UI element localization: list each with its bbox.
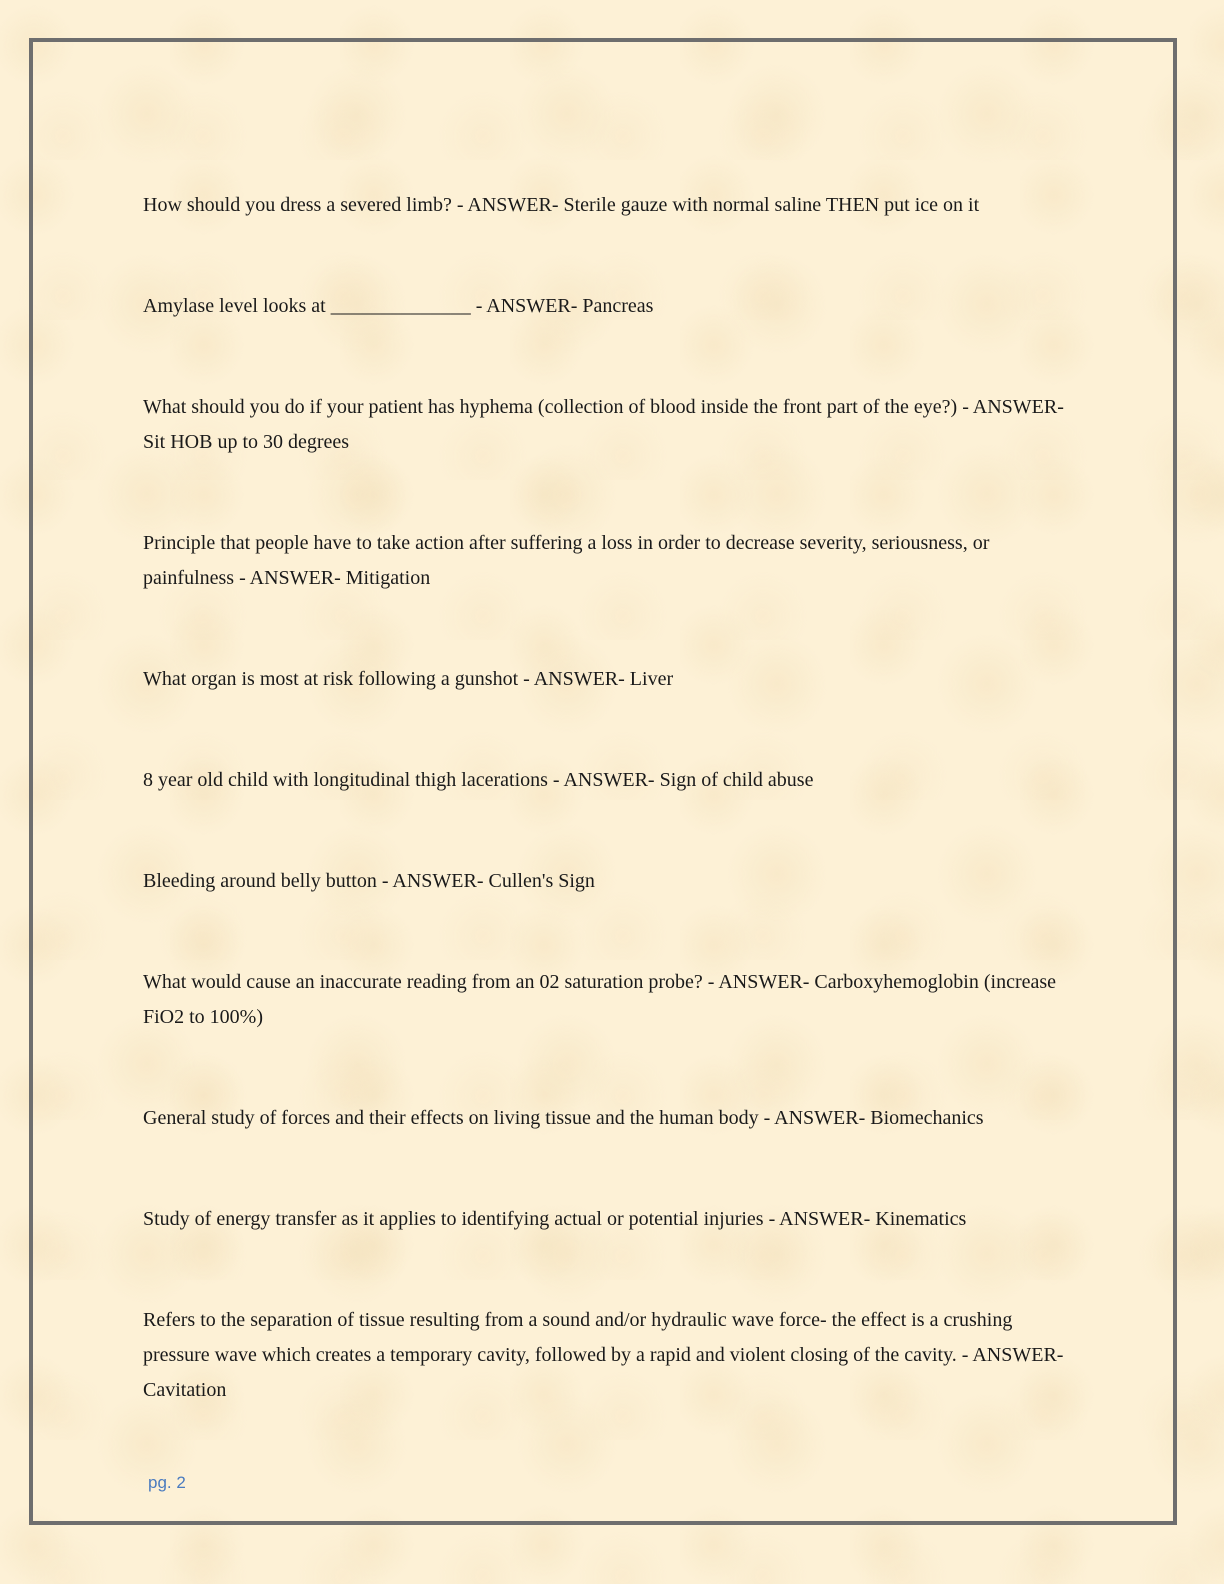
qa-item-cavitation: Refers to the separation of tissue resulting from a sound and/or hydraulic wave force- the effect is a crushing pressure wave which creates a temporary cavity, followed by a rapid and violent closing of the cavity. - ANSWER- Cavitation: [143, 1309, 1064, 1401]
qa-item-mitigation: Principle that people have to take action after suffering a loss in order to decrease severity, seriousness, or painfulness - ANSWER- Mitigation: [143, 532, 990, 589]
qa-item-severed-limb: How should you dress a severed limb? - ANSWER- Sterile gauze with normal saline THEN put ice on it: [143, 194, 980, 216]
qa-item-amylase: Amylase level looks at ______________ - ANSWER- Pancreas: [143, 295, 654, 317]
qa-item-o2-probe: What would cause an inaccurate reading from an 02 saturation probe? - ANSWER- Carboxyhemoglobin (increase FiO2 to 100%): [143, 971, 1057, 1028]
qa-item-child-abuse: 8 year old child with longitudinal thigh lacerations - ANSWER- Sign of child abuse: [143, 769, 814, 791]
qa-item-cullens-sign: Bleeding around belly button - ANSWER- Cullen's Sign: [143, 870, 595, 892]
qa-item-hyphema: What should you do if your patient has hyphema (collection of blood inside the front part of the eye?) - ANSWER- Sit HOB up to 30 degrees: [143, 396, 1064, 453]
qa-item-gunshot-organ: What organ is most at risk following a gunshot - ANSWER- Liver: [143, 668, 674, 690]
qa-item-biomechanics: General study of forces and their effects on living tissue and the human body - ANSWER- Biomechanics: [143, 1107, 984, 1129]
qa-item-kinematics: Study of energy transfer as it applies to identifying actual or potential injuries - ANSWER- Kinematics: [143, 1208, 967, 1230]
page-number: pg. 2: [148, 1473, 186, 1492]
qa-list: [143, 188, 1083, 1474]
